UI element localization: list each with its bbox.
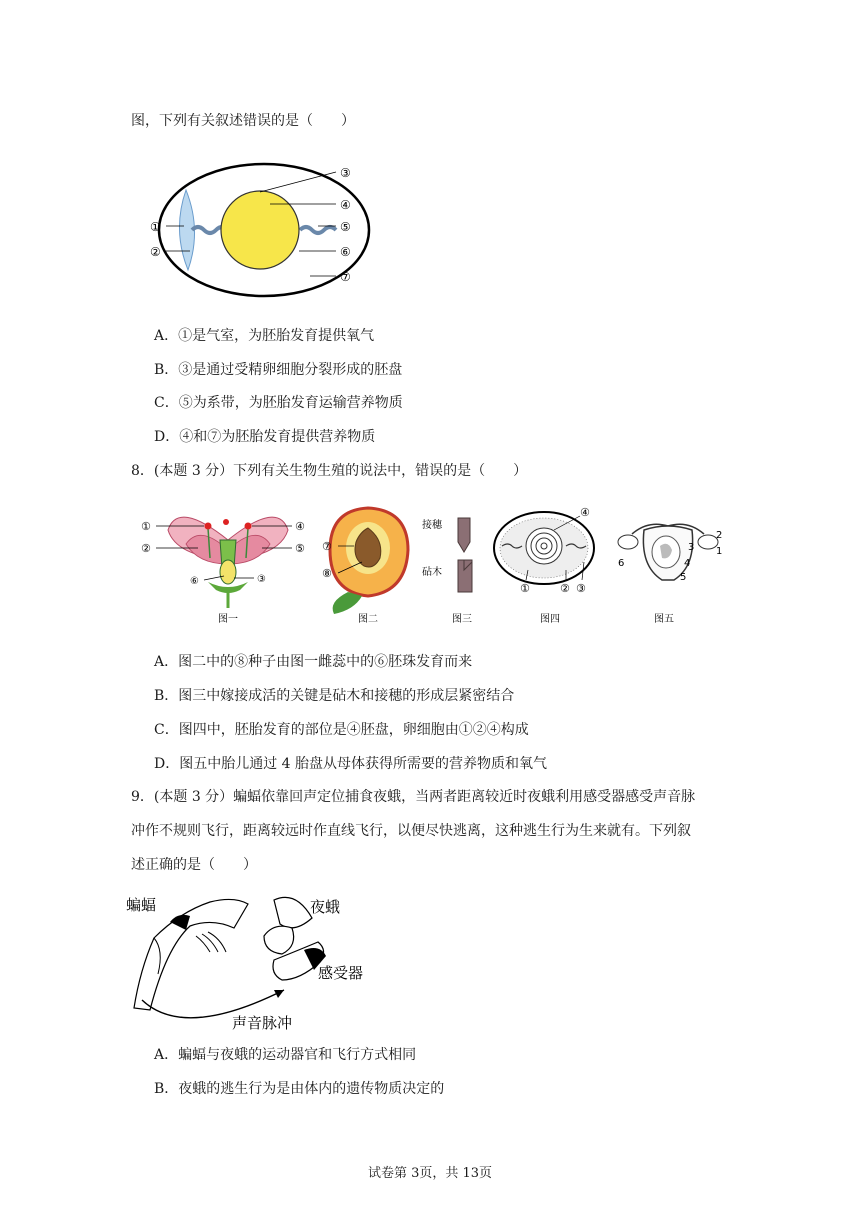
q7-option-a[interactable]: A．①是气室，为胚胎发育提供氧气 xyxy=(154,328,375,344)
fig5-label-5: 5 xyxy=(680,572,687,583)
fig5-label-1: 1 xyxy=(716,546,723,557)
q9-stem-line-1: 9．(本题 3 分）蝙蝠依靠回声定位捕食夜蛾，当两者距离较近时夜蛾利用感受器感受声音脉 xyxy=(131,789,696,805)
fig3-label-stock: 砧木 xyxy=(422,567,442,578)
peach-diagram xyxy=(318,500,418,628)
fig1-label-3: ③ xyxy=(257,574,266,585)
egg-label-5: ⑤ xyxy=(340,220,351,234)
q8-option-c[interactable]: C．图四中，胚胎发育的部位是④胚盘，卵细胞由①②④构成 xyxy=(154,722,529,738)
q8-stem: 8．(本题 3 分）下列有关生物生殖的说法中，错误的是（ ） xyxy=(131,463,528,479)
egg-label-4: ④ xyxy=(340,198,351,212)
q9-option-b[interactable]: B．夜蛾的逃生行为是由体内的遗传物质决定的 xyxy=(154,1081,445,1097)
fig1-caption: 图一 xyxy=(218,614,238,625)
fig3-caption: 图三 xyxy=(452,614,472,625)
q9-stem-line-3: 述正确的是（ ） xyxy=(131,857,257,873)
q9-option-a[interactable]: A．蝙蝠与夜蛾的运动器官和飞行方式相同 xyxy=(154,1047,417,1063)
fig2-label-7: ⑦ xyxy=(322,540,332,553)
bat-label: 蝙蝠 xyxy=(126,896,157,914)
sound-pulse-label: 声音脉冲 xyxy=(232,1014,293,1032)
q8-option-b[interactable]: B．图三中嫁接成活的关键是砧木和接穗的形成层紧密结合 xyxy=(154,688,515,704)
fig5-label-6: 6 xyxy=(618,558,625,569)
fig4-caption: 图四 xyxy=(540,614,560,625)
fig1-label-2: ② xyxy=(141,542,151,555)
egg-label-6: ⑥ xyxy=(340,245,351,259)
fig1-label-4: ④ xyxy=(295,520,305,533)
bat-moth-diagram xyxy=(124,890,380,1032)
egg-label-2: ② xyxy=(150,245,161,259)
q8-option-d[interactable]: D．图五中胎儿通过 4 胎盘从母体获得所需要的营养物质和氧气 xyxy=(154,756,548,772)
q8-option-a[interactable]: A．图二中的⑧种子由图一雌蕊中的⑥胚珠发育而来 xyxy=(154,654,473,670)
q7-option-c[interactable]: C．⑤为系带，为胚胎发育运输营养物质 xyxy=(154,395,403,411)
fig4-label-2: ② xyxy=(560,582,570,595)
fig4-label-1: ① xyxy=(520,582,530,595)
q7-option-d[interactable]: D．④和⑦为胚胎发育提供营养物质 xyxy=(154,429,376,445)
fig5-label-4: 4 xyxy=(684,558,691,569)
egg-label-7: ⑦ xyxy=(340,270,351,284)
fig5-caption: 图五 xyxy=(654,614,674,625)
q9-stem-line-2: 冲作不规则飞行，距离较远时作直线飞行，以便尽快逃离，这种逃生行为生来就有。下列叙 xyxy=(131,823,691,839)
fig1-label-5: ⑤ xyxy=(295,542,305,555)
fig5-label-3: 3 xyxy=(688,542,695,553)
egg-structure-diagram xyxy=(140,158,400,298)
q7-option-b[interactable]: B．③是通过受精卵细胞分裂形成的胚盘 xyxy=(154,362,403,378)
fig4-label-3: ③ xyxy=(576,582,586,595)
egg-label-3: ③ xyxy=(340,166,351,180)
fig1-label-1: ① xyxy=(141,520,151,533)
flower-diagram xyxy=(138,500,318,628)
fig2-label-8: ⑧ xyxy=(322,567,332,580)
receptor-label: 感受器 xyxy=(318,964,364,982)
fig4-label-4: ④ xyxy=(580,506,590,519)
fig3-label-scion: 接穗 xyxy=(422,520,442,531)
page-footer: 试卷第 3页，共 13页 xyxy=(367,1166,493,1181)
grafting-diagram xyxy=(420,500,490,628)
moth-label: 夜蛾 xyxy=(310,898,341,916)
fig5-label-2: 2 xyxy=(716,530,723,541)
fig2-caption: 图二 xyxy=(358,614,378,625)
egg-section-diagram xyxy=(488,500,612,628)
egg-label-1: ① xyxy=(150,220,161,234)
uterus-diagram xyxy=(608,500,728,628)
q7-stem-tail: 图，下列有关叙述错误的是（ ） xyxy=(131,113,355,129)
fig1-label-6: ⑥ xyxy=(190,576,199,587)
